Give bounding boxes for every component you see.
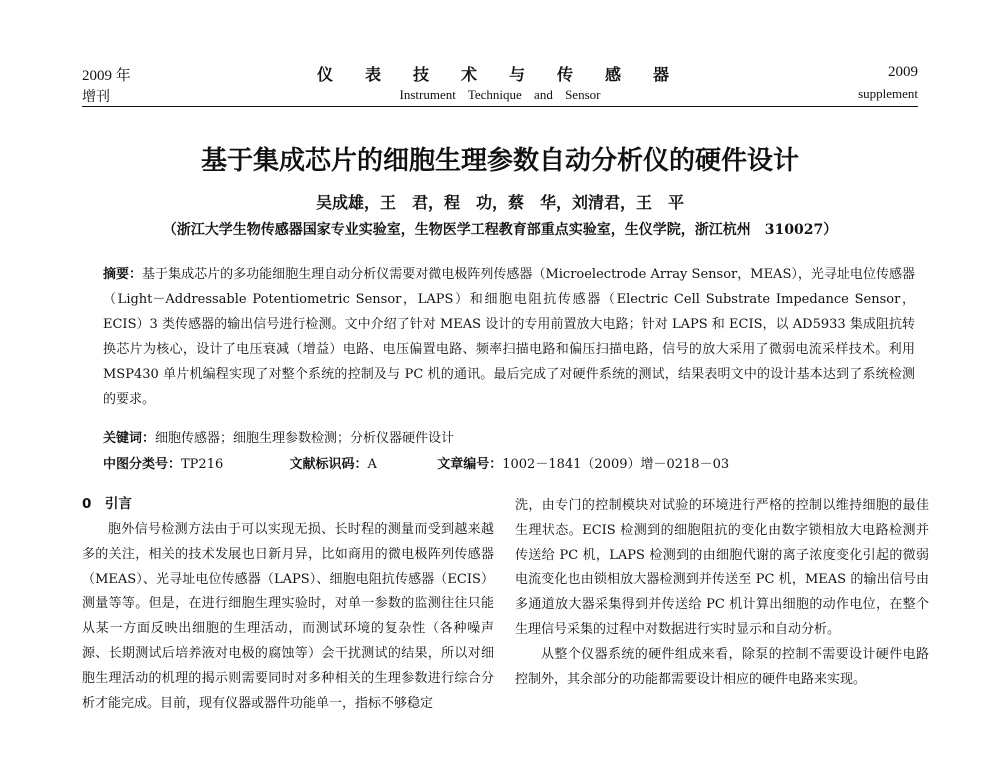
right-paragraph-continued: 洗，由专门的控制模块对试验的环境进行严格的控制以维持细胞的最佳生理状态。ECIS 检测到的细胞阻抗的变化由数字锁相放大电路检测并传送给 PC 机，LAPS 检测到的由细胞代谢的离子浓度变化引起的微弱电流变化也由锁相放大器检测到并传送至 PC 机，MEAS 的输出信号由多通道放大器采集得到并传送给 PC 机计算出细胞的动作电位，在整个生理信号采集的过程中对数据进行实时显示和自动分析。 [515,498,929,637]
header-supplement-left: 增刊 [82,90,110,105]
section-heading: 0 引言 [82,496,132,512]
clc-value: TP216 [181,457,224,472]
classification-line [103,453,915,472]
header-rule [82,106,918,107]
header-year-right: 2009 [888,64,918,80]
abstract-label: 摘要： [103,267,143,282]
keywords-label: 关键词： [103,431,156,446]
author-list: 吴成雄，王 君，程 功，蔡 华，刘清君，王 平 [315,193,684,212]
keywords-text: 细胞传感器；细胞生理参数检测；分析仪器硬件设计 [155,431,455,446]
doc-code-value: A [367,457,377,472]
clc-label: 中图分类号： [103,457,182,472]
header-year-left: 2009 年 [82,68,131,84]
journal-title-english: Instrument Technique and Sensor [399,87,601,102]
body-column-right [515,494,929,692]
affiliation: （浙江大学生物传感器国家专业实验室，生物医学工程教育部重点实验室，生仪学院，浙江杭州 310027） [162,222,838,238]
right-paragraph-second: 从整个仪器系统的硬件组成来看，除泵的控制不需要设计硬件电路控制外，其余部分的功能都需要设计相应的硬件电路来实现。 [515,646,929,687]
journal-title-chinese: 仪 表 技 术 与 传 感 器 [316,67,683,84]
header-supplement-right: supplement [858,86,918,101]
abstract [103,262,915,412]
abstract-text: 基于集成芯片的多功能细胞生理自动分析仪需要对微电极阵列传感器（Microelectrode Array Sensor，MEAS），光寻址电位传感器（Light－Addressable Potentiometric Sensor，LAPS）和细胞电阻抗传感器（Electric Cell Substrate Impedance Sensor，ECIS）3 类传感器的输出信号进行检测。文中介绍了针对 MEAS 设计的专用前置放大电路；针对 LAPS 和 ECIS，以 AD5933 集成阻抗转换芯片为核心，设计了电压衰减（增益）电路、电压偏置电路、频率扫描电路和偏压扫描电路，信号的放大采用了微弱电流采样技术。利用 MSP430 单片机编程实现了对整个系统的控制及与 PC 机的通讯。最后完成了对硬件系统的测试，结果表明文中的设计基本达到了系统检测的要求。 [103,267,915,407]
article-title: 基于集成芯片的细胞生理参数自动分析仪的硬件设计 [200,146,799,176]
doc-code-label: 文献标识码： [289,457,368,472]
article-number-label: 文章编号： [437,457,503,472]
body-column-left [82,518,494,716]
article-number-value: 1002－1841（2009）增－0218－03 [502,457,730,472]
keywords [103,427,915,446]
intro-paragraph: 胞外信号检测方法由于可以实现无损、长时程的测量而受到越来越多的关注，相关的技术发展也日新月异，比如商用的微电极阵列传感器（MEAS）、光寻址电位传感器（LAPS）、细胞电阻抗传感器（ECIS）测量等等。但是，在进行细胞生理实验时，对单一参数的监测往往只能从某一方面反映出细胞的生理活动，而测试环境的复杂性（各种噪声源、长期测试后培养液对电极的腐蚀等）会干扰测试的结果，所以对细胞生理活动的机理的揭示则需要同时对多种相关的生理参数进行综合分析才能完成。目前，现有仪器或器件功能单一，指标不够稳定 [82,522,494,711]
